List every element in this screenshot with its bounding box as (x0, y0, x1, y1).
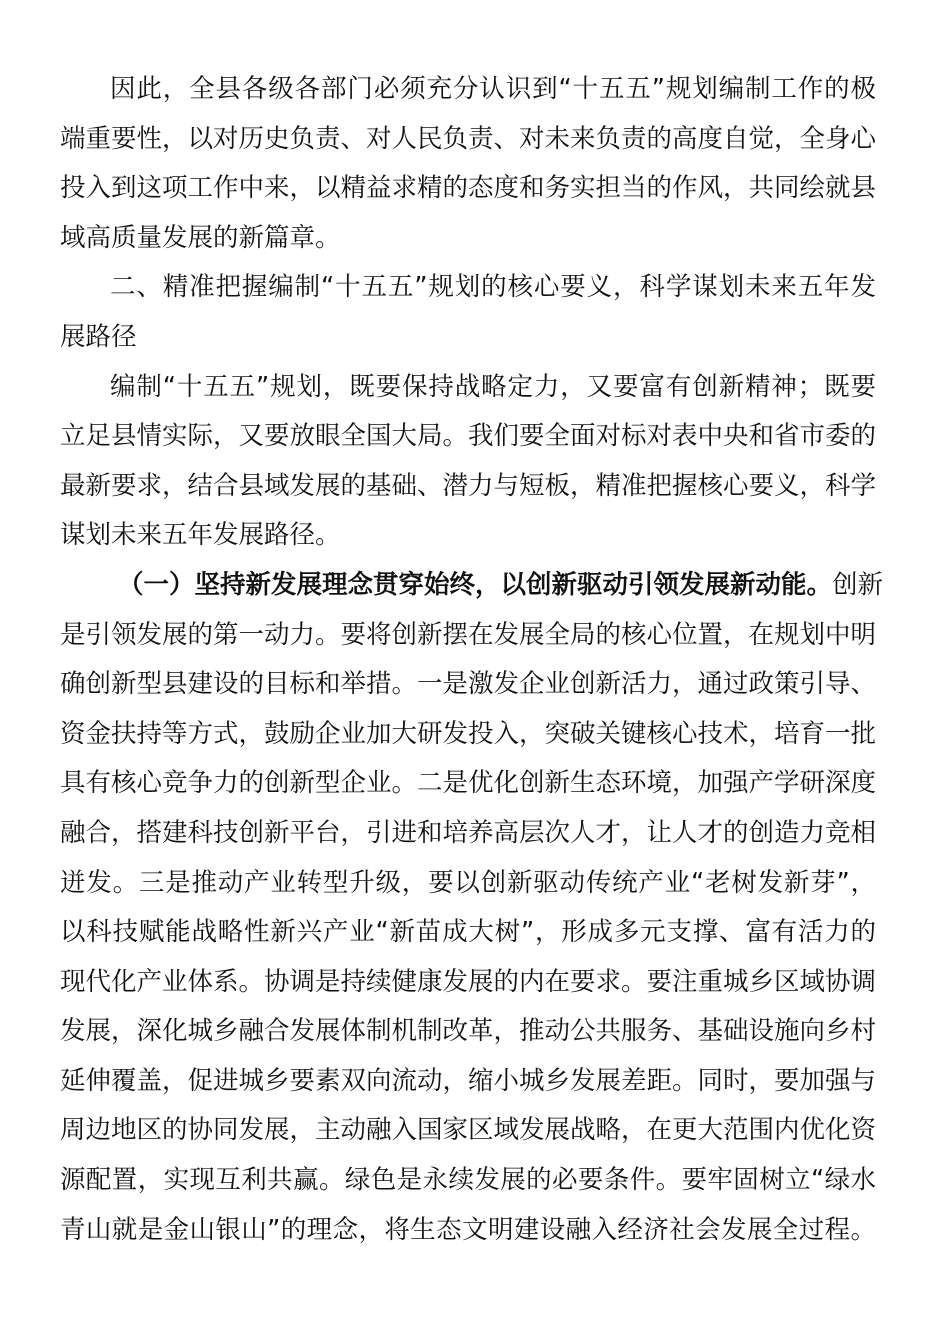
text-fragment: 创新 (832, 569, 884, 600)
section-heading-2 (60, 263, 876, 362)
paragraph-subsection-1 (60, 561, 884, 1255)
text-line: 资金扶持等方式，鼓励企业加大研发投入，突破关键核心技术，培育一批 (60, 718, 877, 749)
text-line: 最新要求，结合县域发展的基础、潜力与短板，精准把握核心要义，科学 (60, 470, 877, 501)
text-line: 谋划未来五年发展路径。 (60, 520, 341, 551)
text-line: 青山就是金山银山”的理念，将生态文明建设融入经济社会发展全过程。 (60, 1214, 876, 1245)
text-line: 域高质量发展的新篇章。 (60, 222, 341, 253)
text-line: 延伸覆盖，促进城乡要素双向流动，缩小城乡发展差距。同时，要加强与 (60, 1065, 877, 1096)
text-line: 具有核心竞争力的创新型企业。二是优化创新生态环境，加强产学研深度 (60, 768, 877, 799)
heading-line: 二、精准把握编制“十五五”规划的核心要义，科学谋划未来五年发 (110, 272, 876, 303)
text-line: 端重要性，以对历史负责、对人民负责、对未来负责的高度自觉，全身心 (60, 123, 877, 154)
text-line: 立足县情实际，又要放眼全国大局。我们要全面对标对表中央和省市委的 (60, 421, 877, 452)
text-line: 源配置，实现互利共赢。绿色是永续发展的必要条件。要牢固树立“绿水 (60, 1165, 876, 1196)
text-line: 融合，搭建科技创新平台，引进和培养高层次人才，让人才的创造力竞相 (60, 817, 877, 848)
text-line: 发展，深化城乡融合发展体制机制改革，推动公共服务、基础设施向乡村 (60, 1016, 877, 1047)
paragraph-intro (60, 363, 876, 561)
text-line: 编制“十五五”规划，既要保持战略定力，又要富有创新精神；既要 (110, 371, 876, 402)
heading-line: 展路径 (60, 321, 137, 352)
text-line (60, 561, 884, 611)
text-line: 是引领发展的第一动力。要将创新摆在发展全局的核心位置，在规划中明 (60, 619, 877, 650)
text-line: 确创新型县建设的目标和举措。一是激发企业创新活力，通过政策引导、 (60, 669, 877, 700)
text-line: 因此，全县各级各部门必须充分认识到“十五五”规划编制工作的极 (110, 74, 876, 104)
text-line: 迸发。三是推动产业转型升级，要以创新驱动传统产业“老树发新芽”， (60, 867, 876, 898)
document-page (60, 65, 884, 1255)
subsection-heading: （一）坚持新发展理念贯穿始终，以创新驱动引领发展新动能。 (118, 569, 833, 600)
paragraph-conclusion (60, 65, 876, 263)
text-line: 周边地区的协同发展，主动融入国家区域发展战略，在更大范围内优化资 (60, 1115, 877, 1146)
text-line: 现代化产业体系。协调是持续健康发展的内在要求。要注重城乡区域协调 (60, 966, 877, 997)
text-line: 投入到这项工作中来，以精益求精的态度和务实担当的作风，共同绘就县 (60, 173, 877, 204)
text-line: 以科技赋能战略性新兴产业“新苗成大树”，形成多元支撑、富有活力的 (60, 917, 876, 948)
